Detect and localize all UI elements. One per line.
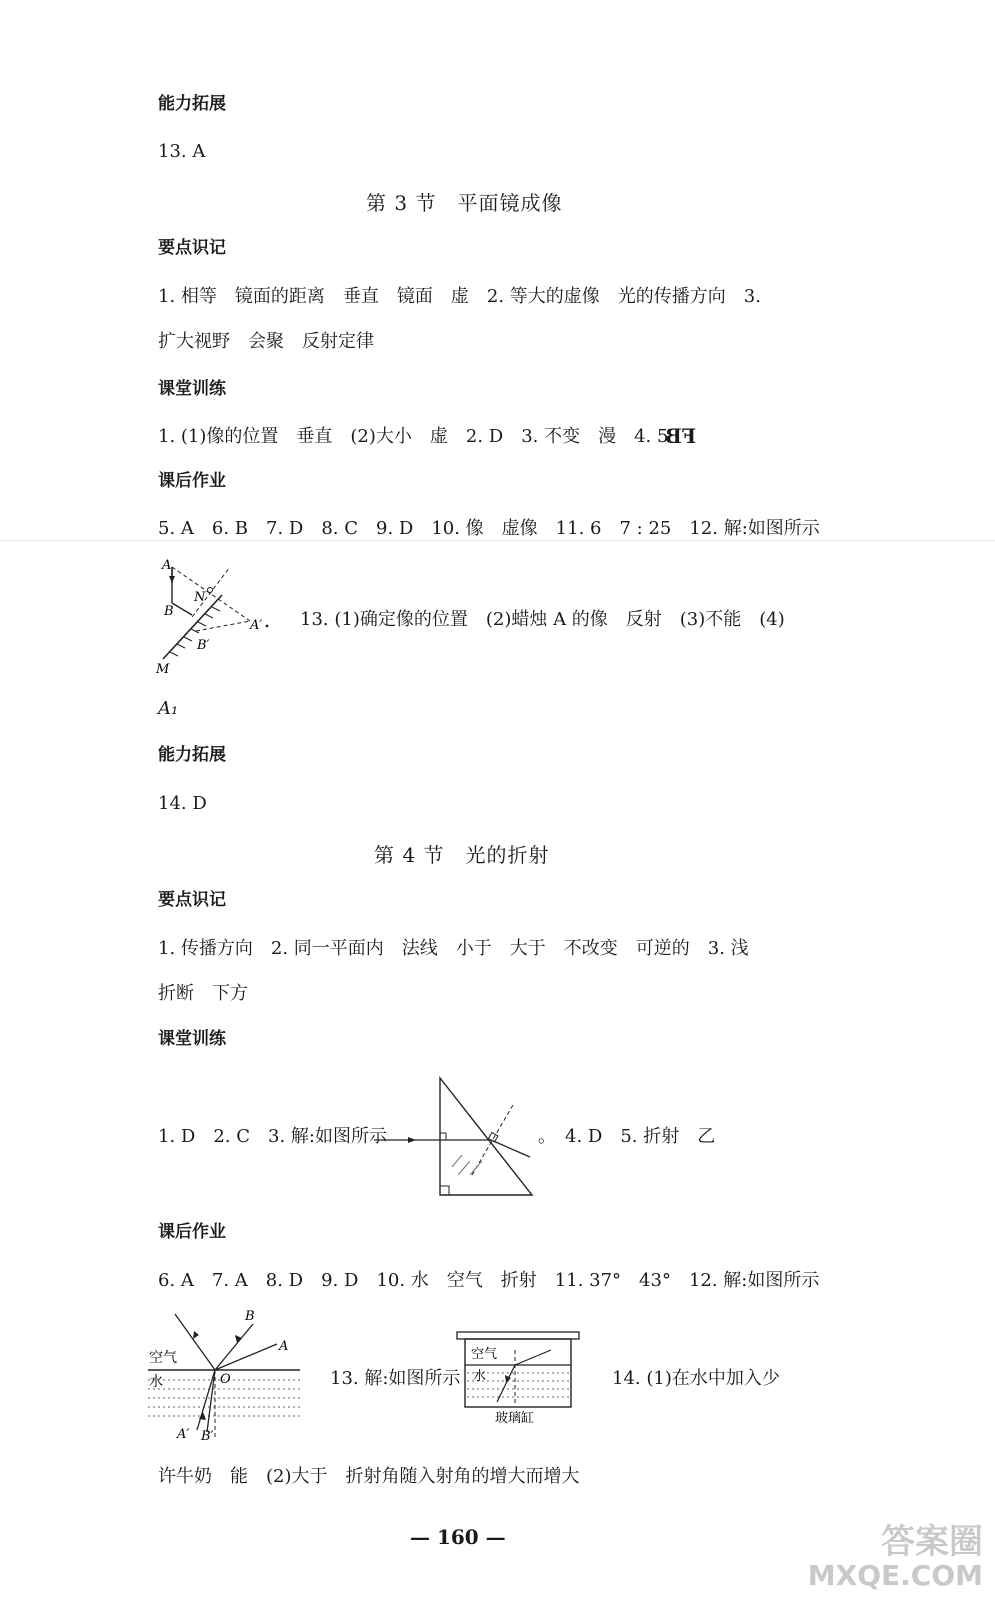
answer-line: 13. A xyxy=(158,141,206,162)
label-A-prime: A′ xyxy=(177,1427,190,1442)
label-B-prime: B′ xyxy=(201,1429,214,1444)
section-heading: 课后作业 xyxy=(158,471,226,491)
page-number: — 160 — xyxy=(410,1525,506,1549)
section-title: 第 4 节 光的折射 xyxy=(374,843,550,867)
answer-line: 1. 相等 镜面的距离 垂直 镜面 虚 2. 等大的虚像 光的传播方向 3. xyxy=(158,286,761,307)
prism-refraction-figure xyxy=(372,1075,537,1200)
section-heading: 能力拓展 xyxy=(158,94,226,114)
answer-line: 14. (1)在水中加入少 xyxy=(612,1368,780,1389)
section-heading: 要点识记 xyxy=(158,890,226,910)
answer-line: 1. D 2. C 3. 解:如图所示 xyxy=(158,1126,387,1147)
answer-line: 折断 下方 xyxy=(158,983,248,1004)
answer-line: 。 4. D 5. 折射 乙 xyxy=(538,1126,716,1147)
plane-mirror-figure xyxy=(150,555,295,680)
label-glass-tank: 玻璃缸 xyxy=(495,1411,535,1426)
section-heading: 课堂训练 xyxy=(158,379,226,399)
watermark-logo: 答案圈 MXQE.COM xyxy=(807,1521,983,1593)
glass-tank-figure xyxy=(455,1330,585,1425)
label-A-prime: A′ xyxy=(250,618,263,633)
label-water: 水 xyxy=(149,1374,163,1390)
label-water: 水 xyxy=(473,1369,487,1384)
section-heading: 能力拓展 xyxy=(158,745,226,765)
mirror-image-glyph: FB xyxy=(665,424,697,448)
answer-line: 1. (1)像的位置 垂直 (2)大小 虚 2. D 3. 不变 漫 4. 5 xyxy=(158,426,669,447)
label-B: B xyxy=(245,1309,255,1324)
label-air: 空气 xyxy=(149,1350,177,1366)
label-A: A xyxy=(279,1339,289,1354)
page-fold-line xyxy=(0,540,995,541)
air-water-refraction-figure xyxy=(145,1308,305,1443)
section-title: 第 3 节 平面镜成像 xyxy=(366,191,563,215)
label-B: B xyxy=(164,604,174,619)
label-O: O xyxy=(220,1372,231,1387)
section-heading: 课后作业 xyxy=(158,1222,226,1242)
label-N: N xyxy=(194,590,206,605)
label-M: M xyxy=(156,662,170,677)
section-heading: 要点识记 xyxy=(158,238,226,258)
answer-line: 6. A 7. A 8. D 9. D 10. 水 空气 折射 11. 37° 43° 12. 解:如图所示 xyxy=(158,1270,820,1291)
answer-line: 13. 解:如图所示 xyxy=(330,1368,461,1389)
label-air: 空气 xyxy=(471,1347,498,1362)
answer-line: 5. A 6. B 7. D 8. C 9. D 10. 像 虚像 11. 6 7 : 25 12. 解:如图所示 xyxy=(158,518,820,539)
answer-line: 1. 传播方向 2. 同一平面内 法线 小于 大于 不改变 可逆的 3. 浅 xyxy=(158,938,749,959)
section-heading: 课堂训练 xyxy=(158,1029,226,1049)
answer-line: A₁ xyxy=(158,698,179,719)
label-B-prime: B′ xyxy=(197,638,210,653)
answer-line: 14. D xyxy=(158,793,207,814)
answer-line: 13. (1)确定像的位置 (2)蜡烛 A 的像 反射 (3)不能 (4) xyxy=(300,609,785,630)
answer-line: 扩大视野 会聚 反射定律 xyxy=(158,331,374,352)
answer-line: 许牛奶 能 (2)大于 折射角随入射角的增大而增大 xyxy=(158,1466,580,1487)
label-A: A xyxy=(162,558,172,573)
